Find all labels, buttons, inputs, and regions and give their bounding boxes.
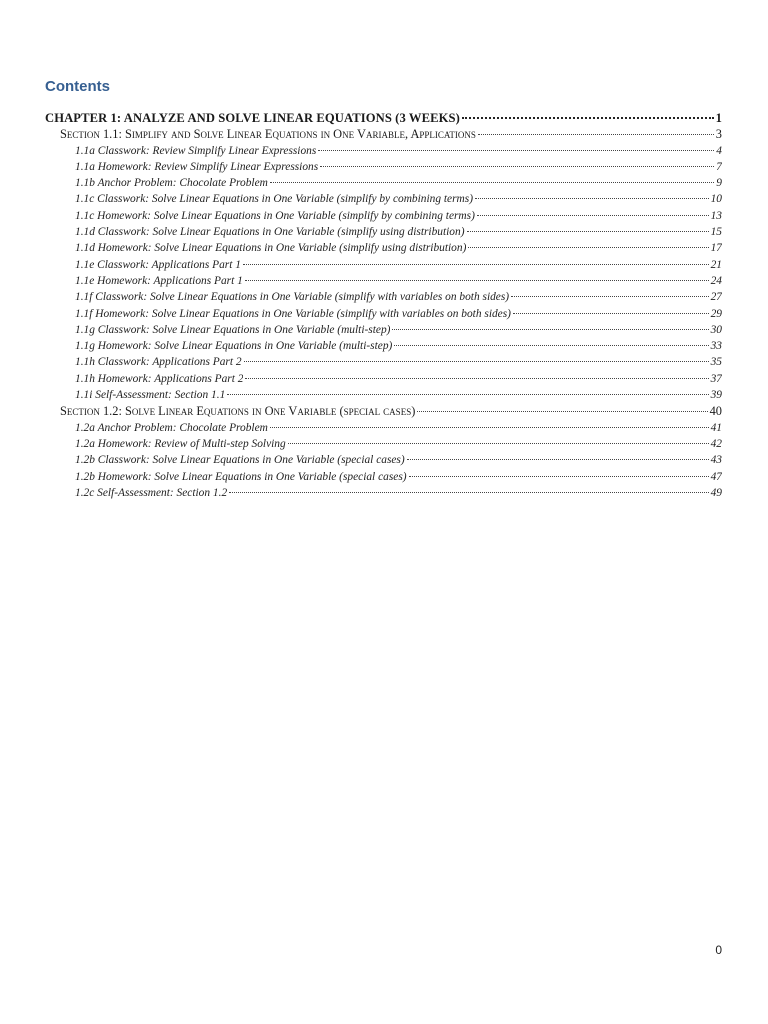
toc-entry-lesson[interactable] [45,224,722,240]
toc-entry-title[interactable]: 1.1g Homework: Solve Linear Equations in One Variable (multi-step) [75,340,393,353]
toc-entry-lesson[interactable] [45,143,722,159]
toc-entry-title[interactable]: 1.2c Self-Assessment: Section 1.2 [75,486,228,499]
dot-leader [511,296,709,297]
toc-entry-title[interactable]: 1.1a Classwork: Review Simplify Linear Expressions [75,144,317,157]
toc-entry-page-number[interactable]: 33 [710,340,722,353]
toc-entry-title[interactable]: 1.2a Homework: Review of Multi-step Solving [75,437,286,450]
toc-heading: Contents [45,78,110,95]
toc-entry-lesson[interactable] [45,175,722,191]
toc-entry-title[interactable]: 1.1h Classwork: Applications Part 2 [75,356,242,369]
toc-entry-page-number[interactable]: 43 [710,454,722,467]
toc-entry-title[interactable]: 1.1d Classwork: Solve Linear Equations in One Variable (simplify using distribution) [75,226,465,239]
toc-entry-page-number[interactable]: 15 [710,226,722,239]
toc-entry-title[interactable]: 1.1f Classwork: Solve Linear Equations in One Variable (simplify with variables on both sides) [75,291,510,304]
toc-entry-page-number[interactable]: 9 [716,177,722,190]
toc-entry-page-number[interactable]: 37 [710,372,722,385]
toc-entry-page-number[interactable]: 30 [710,323,722,336]
toc-entry-title[interactable]: 1.1c Classwork: Solve Linear Equations in One Variable (simplify by combining terms) [75,193,473,206]
dot-leader [227,394,708,395]
table-of-contents [45,110,722,501]
dot-leader [243,264,709,265]
dot-leader [288,443,709,444]
toc-entry-chapter[interactable] [45,110,722,126]
dot-leader [477,215,709,216]
toc-entry-section[interactable] [45,126,722,142]
toc-entry-page-number[interactable]: 29 [710,307,722,320]
toc-entry-lesson[interactable] [45,257,722,273]
toc-entry-lesson[interactable] [45,240,722,256]
toc-entry-title[interactable]: 1.2a Anchor Problem: Chocolate Problem [75,421,268,434]
toc-entry-page-number[interactable]: 1 [715,111,722,125]
toc-entry-page-number[interactable]: 21 [710,258,722,271]
toc-entry-page-number[interactable]: 10 [710,193,722,206]
toc-entry-title[interactable]: Section 1.1: Simplify and Solve Linear Equations in One Variable, Applications [60,127,476,142]
dot-leader [409,476,709,477]
dot-leader [245,280,709,281]
dot-leader [407,459,709,460]
toc-entry-lesson[interactable] [45,420,722,436]
toc-entry-page-number[interactable]: 49 [710,486,722,499]
dot-leader [513,313,709,314]
toc-entry-lesson[interactable] [45,485,722,501]
dot-leader [417,411,707,412]
dot-leader [392,329,708,330]
toc-entry-lesson[interactable] [45,322,722,338]
toc-entry-title[interactable]: 1.1e Classwork: Applications Part 1 [75,258,241,271]
toc-entry-lesson[interactable] [45,436,722,452]
toc-entry-lesson[interactable] [45,452,722,468]
toc-entry-lesson[interactable] [45,159,722,175]
toc-entry-lesson[interactable] [45,208,722,224]
toc-entry-lesson[interactable] [45,371,722,387]
toc-entry-lesson[interactable] [45,306,722,322]
toc-entry-page-number[interactable]: 42 [710,437,722,450]
toc-entry-page-number[interactable]: 41 [710,421,722,434]
dot-leader [229,492,708,493]
dot-leader [245,378,708,379]
toc-entry-page-number[interactable]: 27 [710,291,722,304]
toc-entry-title[interactable]: 1.1f Homework: Solve Linear Equations in One Variable (simplify with variables on both sides) [75,307,511,320]
toc-entry-page-number[interactable]: 3 [715,127,722,142]
toc-entry-title[interactable]: 1.1c Homework: Solve Linear Equations in One Variable (simplify by combining terms) [75,209,475,222]
dot-leader [318,150,714,151]
toc-entry-page-number[interactable]: 7 [716,160,722,173]
toc-entry-page-number[interactable]: 40 [709,404,722,419]
toc-entry-title[interactable]: 1.2b Homework: Solve Linear Equations in One Variable (special cases) [75,470,407,483]
toc-entry-section[interactable] [45,403,722,419]
toc-entry-page-number[interactable]: 24 [710,274,722,287]
toc-entry-page-number[interactable]: 17 [710,242,722,255]
dot-leader [467,231,709,232]
toc-entry-title[interactable]: Section 1.2: Solve Linear Equations in One Variable (special cases) [60,404,416,419]
toc-entry-lesson[interactable] [45,338,722,354]
toc-entry-title[interactable]: 1.1e Homework: Applications Part 1 [75,274,243,287]
toc-entry-title[interactable]: 1.2b Classwork: Solve Linear Equations in One Variable (special cases) [75,454,405,467]
dot-leader [270,427,709,428]
dot-leader [270,182,714,183]
toc-entry-page-number[interactable]: 35 [710,356,722,369]
toc-entry-title[interactable]: 1.1d Homework: Solve Linear Equations in One Variable (simplify using distribution) [75,242,467,255]
dot-leader [468,247,708,248]
toc-entry-page-number[interactable]: 13 [710,209,722,222]
toc-entry-lesson[interactable] [45,387,722,403]
toc-entry-page-number[interactable]: 4 [716,144,722,157]
toc-entry-title[interactable]: 1.1a Homework: Review Simplify Linear Expressions [75,160,319,173]
toc-entry-title[interactable]: 1.1h Homework: Applications Part 2 [75,372,244,385]
toc-entry-title[interactable]: 1.1g Classwork: Solve Linear Equations in One Variable (multi-step) [75,323,391,336]
toc-entry-lesson[interactable] [45,469,722,485]
toc-entry-title[interactable]: 1.1b Anchor Problem: Chocolate Problem [75,177,268,190]
toc-entry-lesson[interactable] [45,273,722,289]
toc-entry-page-number[interactable]: 47 [710,470,722,483]
dot-leader [244,361,709,362]
toc-entry-page-number[interactable]: 39 [710,389,722,402]
toc-entry-title[interactable]: CHAPTER 1: ANALYZE AND SOLVE LINEAR EQUATIONS (3 WEEKS) [45,111,460,125]
dot-leader [478,134,714,135]
toc-entry-lesson[interactable] [45,191,722,207]
page-number: 0 [715,943,722,957]
dot-leader [462,117,714,119]
toc-entry-lesson[interactable] [45,289,722,305]
toc-entry-lesson[interactable] [45,354,722,370]
toc-entry-title[interactable]: 1.1i Self-Assessment: Section 1.1 [75,389,226,402]
dot-leader [320,166,714,167]
dot-leader [394,345,708,346]
dot-leader [475,198,709,199]
